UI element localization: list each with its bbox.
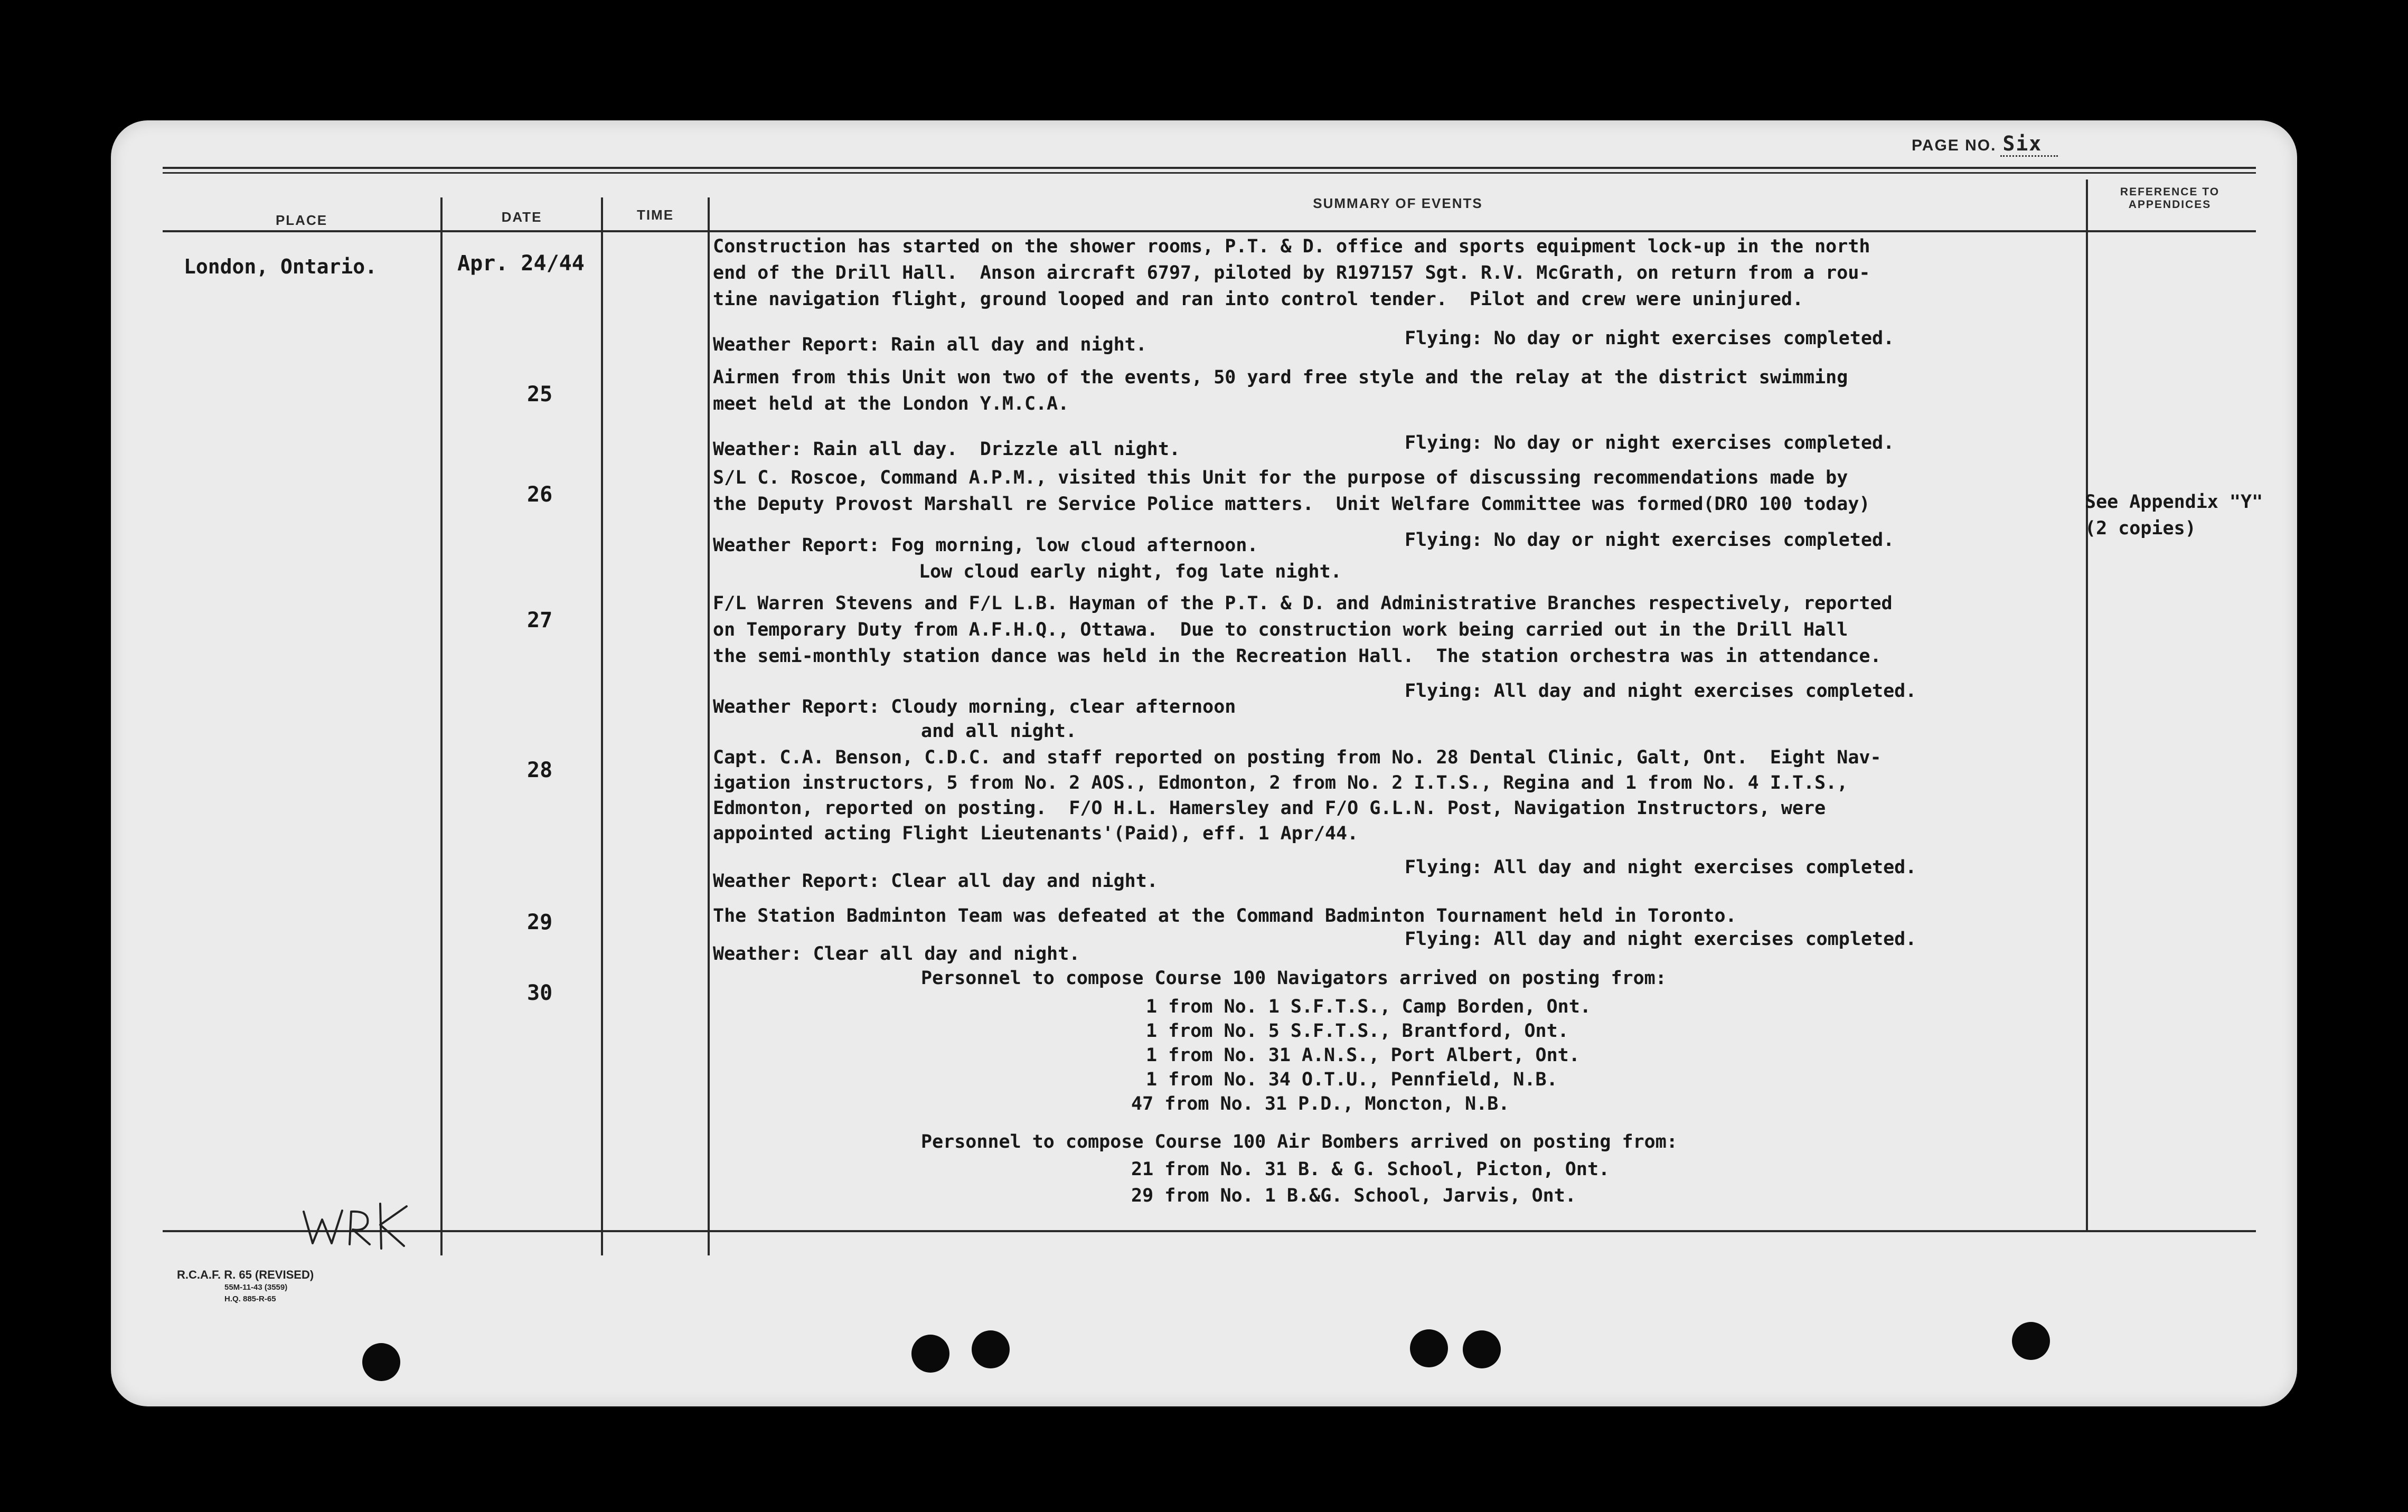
entry-27-line1: F/L Warren Stevens and F/L L.B. Hayman of the P.T. & D. and Administrative Branches respectively, reported	[713, 593, 1893, 614]
place-cell: London, Ontario.	[184, 255, 378, 278]
appendix-reference-line2: (2 copies)	[2085, 518, 2196, 539]
punch-hole	[911, 1335, 949, 1373]
entry-28-line4: appointed acting Flight Lieutenants'(Paid), eff. 1 Apr/44.	[713, 823, 1359, 844]
entry-24-line1: Construction has started on the shower rooms, P.T. & D. office and sports equipment lock-up in the north	[713, 236, 1870, 257]
entry-25-weather: Weather: Rain all day. Drizzle all night.	[713, 439, 1181, 460]
header-reference-line2: APPENDICES	[2128, 199, 2212, 211]
entry-29-flying: Flying: All day and night exercises completed.	[1405, 929, 1917, 950]
form-identifier-line3: H.Q. 885-R-65	[224, 1294, 276, 1303]
entry-28-weather: Weather Report: Clear all day and night.	[713, 871, 1158, 892]
header-place: PLACE	[275, 212, 328, 228]
entry-26-line2: the Deputy Provost Marshall re Service Police matters. Unit Welfare Committee was formed(DRO 100 today)	[713, 494, 1870, 515]
form-identifier-line2: 55M-11-43 (3559)	[224, 1283, 288, 1292]
punch-hole	[362, 1343, 400, 1381]
col-divider-summary-reference	[2086, 179, 2088, 1230]
entry-28-flying: Flying: All day and night exercises completed.	[1405, 857, 1917, 878]
header-reference-line1: REFERENCE TO	[2120, 186, 2220, 198]
entry-27-flying: Flying: All day and night exercises completed.	[1405, 681, 1917, 702]
date-26: 26	[527, 483, 553, 507]
date-30: 30	[527, 981, 553, 1005]
punch-hole	[2012, 1322, 2050, 1360]
entry-30-navigators-2: 1 from No. 5 S.F.T.S., Brantford, Ont.	[1146, 1020, 1569, 1042]
header-reference	[2088, 186, 2252, 211]
date-apr-24: Apr. 24/44	[457, 251, 585, 276]
entry-27-weather-2: and all night.	[921, 721, 1077, 742]
entry-30-bombers-2: 29 from No. 1 B.&G. School, Jarvis, Ont.	[1131, 1185, 1576, 1206]
top-rule-outer	[163, 167, 2256, 169]
entry-28-line3: Edmonton, reported on posting. F/O H.L. Hamersley and F/O G.L.N. Post, Navigation Instructors, were	[713, 798, 1826, 819]
page-number-value: Six	[2000, 132, 2058, 157]
punch-hole	[1463, 1330, 1501, 1368]
header-time: TIME	[636, 207, 674, 223]
date-25: 25	[527, 382, 553, 407]
entry-26-line1: S/L C. Roscoe, Command A.P.M., visited this Unit for the purpose of discussing recommendations made by	[713, 467, 1848, 488]
entry-24-line3: tine navigation flight, ground looped and ran into control tender. Pilot and crew were uninjured.	[713, 289, 1804, 310]
header-date: DATE	[501, 209, 542, 225]
entry-29-weather: Weather: Clear all day and night.	[713, 943, 1080, 965]
date-27: 27	[527, 608, 553, 632]
entry-30-navigators-5: 47 from No. 31 P.D., Moncton, N.B.	[1131, 1093, 1510, 1114]
entry-28-line2: igation instructors, 5 from No. 2 AOS., Edmonton, 2 from No. 2 I.T.S., Regina and 1 from No. 4 I.T.S.,	[713, 772, 1848, 793]
entry-30-navigators-1: 1 from No. 1 S.F.T.S., Camp Borden, Ont.	[1146, 996, 1591, 1017]
top-rule-inner	[163, 172, 2256, 174]
entry-30-bombers-heading: Personnel to compose Course 100 Air Bombers arrived on posting from:	[921, 1131, 1678, 1152]
appendix-reference-line1: See Appendix "Y"	[2085, 492, 2263, 513]
col-divider-place-date	[440, 197, 443, 1255]
bottom-rule	[163, 1230, 2256, 1232]
entry-24-weather: Weather Report: Rain all day and night.	[713, 334, 1147, 355]
entry-26-flying: Flying: No day or night exercises completed.	[1405, 530, 1895, 551]
header-rule	[163, 230, 2256, 232]
entry-24-line2: end of the Drill Hall. Anson aircraft 6797, piloted by R197157 Sgt. R.V. McGrath, on return from a rou-	[713, 262, 1870, 284]
entry-30-bombers-1: 21 from No. 31 B. & G. School, Picton, Ont.	[1131, 1159, 1610, 1180]
punch-hole	[1410, 1329, 1448, 1367]
entry-27-line2: on Temporary Duty from A.F.H.Q., Ottawa. Due to construction work being carried out in the Drill Hall	[713, 619, 1848, 640]
entry-29-line1: The Station Badminton Team was defeated at the Command Badminton Tournament held in Toronto.	[713, 905, 1737, 927]
entry-27-line3: the semi-monthly station dance was held in the Recreation Hall. The station orchestra was in attendance.	[713, 646, 1882, 667]
col-divider-time-summary	[708, 197, 710, 1255]
form-identifier-line1: R.C.A.F. R. 65 (REVISED)	[177, 1268, 314, 1281]
entry-26-weather-2: Low cloud early night, fog late night.	[919, 561, 1342, 582]
date-29: 29	[527, 910, 553, 934]
handwritten-initials	[301, 1196, 412, 1254]
entry-27-weather-1: Weather Report: Cloudy morning, clear afternoon	[713, 696, 1236, 717]
entry-24-flying: Flying: No day or night exercises completed.	[1405, 328, 1895, 349]
entry-30-navigators-4: 1 from No. 34 O.T.U., Pennfield, N.B.	[1146, 1069, 1558, 1090]
entry-25-flying: Flying: No day or night exercises completed.	[1405, 432, 1895, 453]
page-number	[1912, 132, 2058, 155]
header-summary: SUMMARY OF EVENTS	[1313, 195, 1483, 211]
col-divider-date-time	[601, 197, 603, 1255]
form-identifier	[177, 1268, 314, 1305]
punch-hole	[972, 1330, 1010, 1368]
entry-30-navigators-3: 1 from No. 31 A.N.S., Port Albert, Ont.	[1146, 1045, 1580, 1066]
entry-30-navigators-heading: Personnel to compose Course 100 Navigators arrived on posting from:	[921, 968, 1667, 989]
page-number-label: PAGE NO.	[1912, 137, 1997, 154]
entry-25-line1: Airmen from this Unit won two of the events, 50 yard free style and the relay at the district swimming	[713, 367, 1848, 388]
date-28: 28	[527, 758, 553, 782]
entry-26-weather-1: Weather Report: Fog morning, low cloud afternoon.	[713, 535, 1258, 556]
entry-25-line2: meet held at the London Y.M.C.A.	[713, 393, 1069, 414]
entry-28-line1: Capt. C.A. Benson, C.D.C. and staff reported on posting from No. 28 Dental Clinic, Galt, Ont. Eight Nav-	[713, 747, 1882, 768]
